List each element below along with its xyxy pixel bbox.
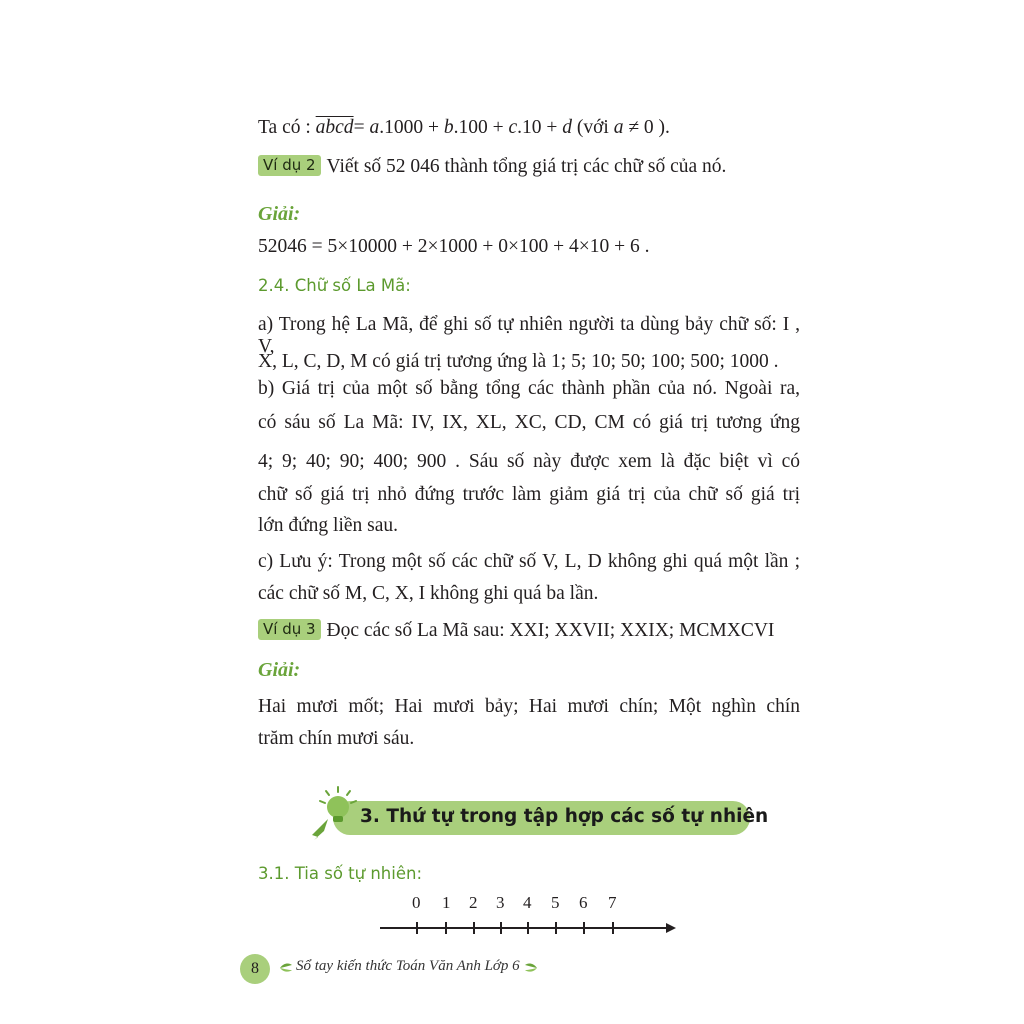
example-3: Ví dụ 3 Đọc các số La Mã sau: XXI; XXVII; XXIX; MCMXCVI	[258, 619, 774, 642]
equation-52046: 52046 = 5×10000 + 2×1000 + 0×100 + 4×10 + 6 .	[258, 236, 650, 257]
formula-abcd: Ta có : abcd= a.1000 + b.100 + c.10 + d (với a ≠ 0 ).	[258, 117, 670, 138]
paragraph-b-1: b) Giá trị của một số bằng tổng các thành phần của nó. Ngoài ra,	[258, 378, 800, 399]
paragraph-c-1: c) Lưu ý: Trong một số các chữ số V, L, D không ghi quá một lần ;	[258, 551, 800, 572]
section-heading-2-4: 2.4. Chữ số La Mã:	[258, 276, 411, 295]
paragraph-b-3: 4; 9; 40; 90; 400; 900 . Sáu số này được xem là đặc biệt vì có	[258, 451, 800, 472]
paragraph-c-2: các chữ số M, C, X, I không ghi quá ba lần.	[258, 583, 599, 604]
solution-label: Giải:	[258, 659, 301, 681]
leaf-icon	[278, 961, 294, 975]
answer-line-2: trăm chín mươi sáu.	[258, 728, 415, 749]
ray-label-0: 0	[412, 893, 421, 912]
ray-label-1: 1	[442, 893, 451, 912]
ray-label-5: 5	[551, 893, 560, 912]
ray-label-4: 4	[523, 893, 532, 912]
example-2: Ví dụ 2 Viết số 52 046 thành tổng giá trị các chữ số của nó.	[258, 155, 726, 178]
example-badge: Ví dụ 3	[258, 619, 321, 640]
number-ray	[370, 915, 680, 945]
lightbulb-icon	[306, 785, 358, 841]
ray-label-2: 2	[469, 893, 478, 912]
paragraph-b-2: có sáu số La Mã: IV, IX, XL, XC, CD, CM có giá trị tương ứng	[258, 412, 800, 433]
page-number: 8	[240, 954, 270, 984]
footer-book-title: Sổ tay kiến thức Toán Văn Anh Lớp 6	[296, 958, 520, 974]
section-banner-title: 3. Thứ tự trong tập hợp các số tự nhiên	[360, 806, 769, 827]
paragraph-b-5: lớn đứng liền sau.	[258, 515, 399, 536]
paragraph-a-1: a) Trong hệ La Mã, để ghi số tự nhiên người ta dùng bảy chữ số: I , V,	[258, 314, 800, 357]
paragraph-a-2: X, L, C, D, M có giá trị tương ứng là 1; 5; 10; 50; 100; 500; 1000 .	[258, 351, 779, 372]
answer-line-1: Hai mươi mốt; Hai mươi bảy; Hai mươi chín; Một nghìn chín	[258, 696, 800, 717]
ray-label-7: 7	[608, 893, 617, 912]
leaf-icon	[523, 961, 539, 975]
section-heading-3-1: 3.1. Tia số tự nhiên:	[258, 864, 423, 883]
ray-label-3: 3	[496, 893, 505, 912]
paragraph-b-4: chữ số giá trị nhỏ đứng trước làm giảm giá trị của chữ số giá trị	[258, 484, 800, 505]
example-badge: Ví dụ 2	[258, 155, 321, 176]
solution-label: Giải:	[258, 203, 301, 225]
ray-label-6: 6	[579, 893, 588, 912]
